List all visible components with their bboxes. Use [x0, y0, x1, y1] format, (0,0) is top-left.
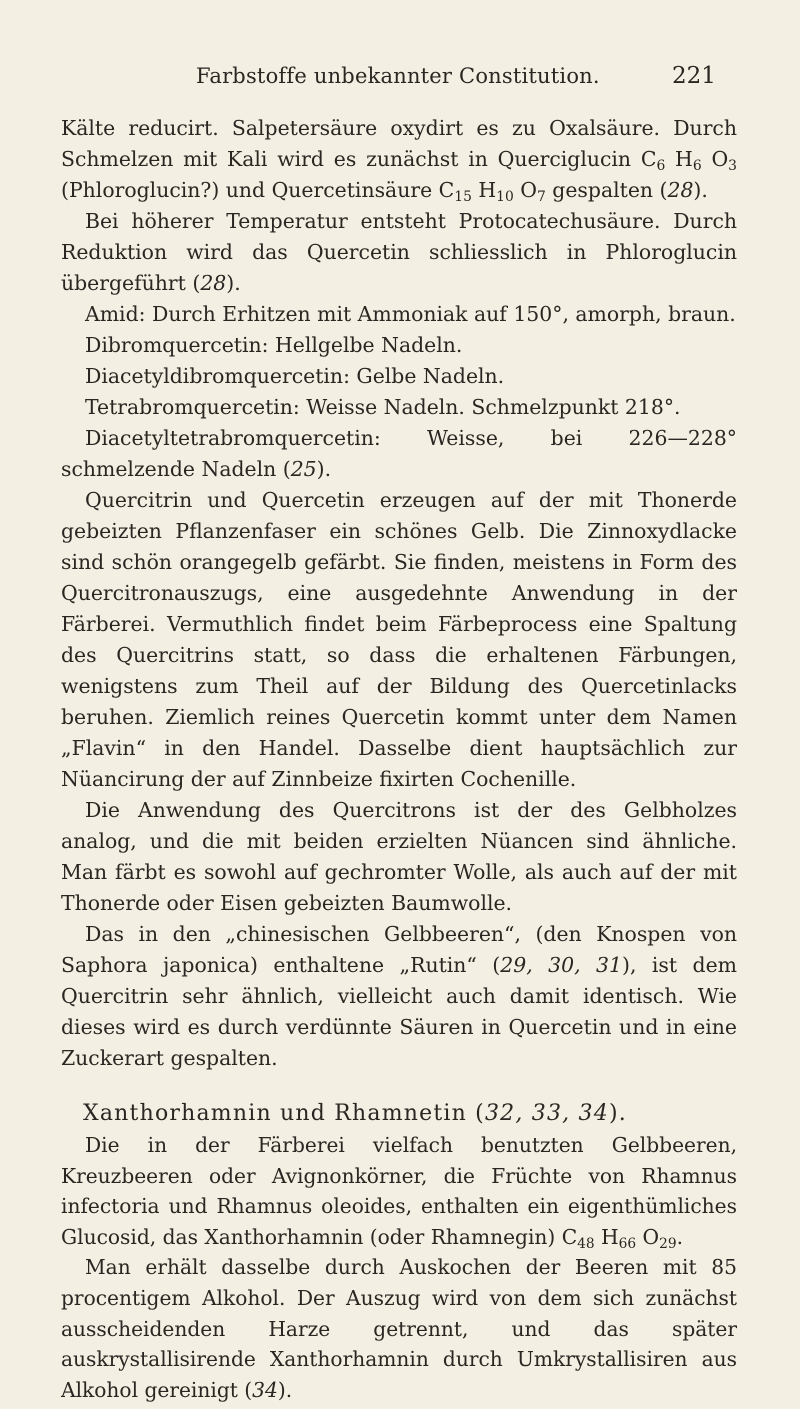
paragraph: Diacetyltetrabromquercetin: Weisse, bei 226—228° schmelzende Nadeln (25).: [61, 426, 737, 481]
paragraph: Die Anwendung des Quercitrons ist der des Gelbholzes analog, und die mit beiden erzielten Nüancen sind ähnliche. Man färbt es sowohl auf gechromter Wolle, als auch auf der mit Thonerde oder Eisen gebeizten Baumwolle.: [61, 798, 737, 915]
citation-ref: 28: [667, 178, 694, 202]
paragraph: Man erhält dasselbe durch Auskochen der Beeren mit 85 procentigem Alkohol. Der Auszug wird von dem sich zunächst ausscheidenden Harze getrennt, und das später auskrystallisirende Xanthorhamnin durch Umkrystallisiren aus Alkohol gereinigt (34).: [61, 1255, 737, 1402]
paragraph: Diacetyldibromquercetin: Gelbe Nadeln.: [85, 364, 505, 388]
section-xanthorhamnin: [61, 1097, 737, 1405]
paragraph: Dibromquercetin: Hellgelbe Nadeln.: [85, 333, 463, 357]
paragraph: Quercitrin und Quercetin erzeugen auf der mit Thonerde gebeizten Pflanzenfaser ein schönes Gelb. Die Zinnoxydlacke sind schön orangegelb gefärbt. Sie finden, meistens in Form des Quercitronauszugs, eine ausgedehnte Anwendung in der Färberei. Vermuthlich findet beim Färbeprocess eine Spaltung des Quercitrins statt, so dass die erhaltenen Färbungen, wenigstens zum Theil auf der Bildung des Quercetinlacks beruhen. Ziemlich reines Quercetin kommt unter dem Namen „Flavin“ in den Handel. Dasselbe dient hauptsächlich zur Nüancirung der auf Zinnbeize fixirten Cochenille.: [61, 488, 737, 791]
paragraph: Bei höherer Temperatur entsteht Protocatechusäure. Durch Reduktion wird das Quercetin schliesslich in Phloroglucin übergeführt (28).: [61, 209, 737, 295]
page-body: [61, 113, 737, 1409]
citation-ref: 29, 30, 31: [500, 953, 623, 977]
citation-ref: 25: [290, 457, 317, 481]
citation-ref: 32, 33, 34: [484, 1101, 609, 1126]
running-title: Farbstoffe unbekannter Constitution.: [196, 64, 600, 88]
paragraph: Das in den „chinesischen Gelbbeeren“, (den Knospen von Saphora japonica) enthaltene „Rutin“ (29, 30, 31), ist dem Quercitrin sehr ähnlich, vielleicht auch damit identisch. Wie dieses wird es durch verdünnte Säuren in Quercetin und in eine Zuckerart gespalten.: [61, 922, 738, 1070]
paragraph: Die in der Färberei vielfach benutzten Gelbbeeren, Kreuzbeeren oder Avignonkörner, die Früchte von Rhamnus infectoria und Rhamnus oleoides, enthalten ein eigenthümliches Glucosid, das Xanthorhamnin (oder Rhamnegin) $C_{48}$ $H_{66}$ $O_{29}$.: [61, 1133, 737, 1252]
citation-ref: 34: [252, 1377, 278, 1402]
paragraph: Amid: Durch Erhitzen mit Ammoniak auf 150°, amorph, braun.: [85, 302, 736, 326]
section-heading: Xanthorhamnin und Rhamnetin (32, 33, 34).: [83, 1101, 627, 1126]
paragraph: Tetrabromquercetin: Weisse Nadeln. Schmelzpunkt 218°.: [85, 395, 681, 419]
citation-ref: 28: [200, 271, 227, 295]
paragraph: Kälte reducirt. Salpetersäure oxydirt es zu Oxalsäure. Durch Schmelzen mit Kali wird es zunächst in Querciglucin $C_6$ $H_6$ $O_3$ (Phloroglucin?) und Quercetinsäure $C_{15}$ $H_{10}$ $O_7$ gespalten (28).: [61, 116, 737, 205]
page-number: 221: [672, 63, 716, 89]
